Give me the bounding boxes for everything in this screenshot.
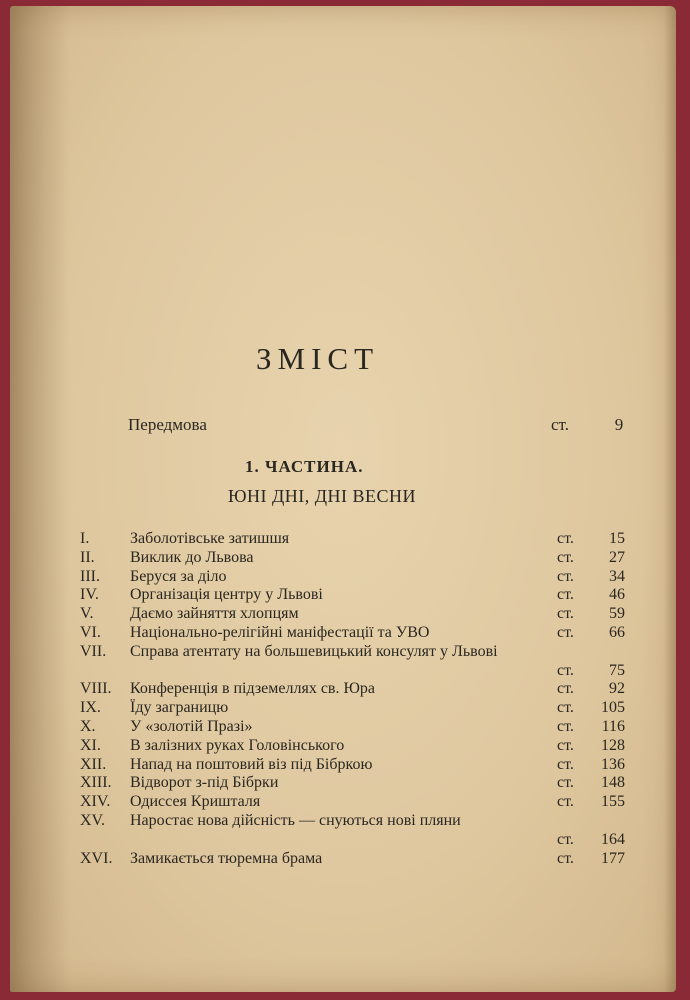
page-abbrev: ст. <box>557 605 574 623</box>
chapter-page-ref <box>557 530 625 549</box>
toc-entry <box>80 699 625 718</box>
toc-entry <box>80 718 625 737</box>
chapter-title: Заболотівське затишшя <box>130 530 290 547</box>
chapter-number: XV. <box>80 811 106 829</box>
chapter-number: X. <box>80 717 96 735</box>
chapter-number: VI. <box>80 623 101 641</box>
chapter-number: IX. <box>80 699 101 717</box>
page-abbrev: ст. <box>557 736 574 754</box>
page-abbrev: ст. <box>557 774 574 792</box>
page-title: ЗМІСТ <box>256 341 380 376</box>
toc-entry <box>80 586 625 605</box>
chapter-page-ref <box>557 568 625 587</box>
preface-page: 9 <box>614 415 624 434</box>
chapter-page-ref <box>557 756 625 775</box>
preface-label: Передмова <box>128 415 207 434</box>
chapter-page: 46 <box>609 586 625 604</box>
chapter-page: 59 <box>609 605 625 623</box>
chapter-number: IV. <box>80 586 99 604</box>
chapter-number: II. <box>80 548 95 566</box>
page-abbrev: ст. <box>557 586 574 604</box>
chapter-number: XVI. <box>80 849 113 867</box>
page-abbrev: ст. <box>557 717 574 735</box>
chapter-page: 92 <box>609 680 625 698</box>
chapter-title: Їду заграницю <box>130 699 229 717</box>
page-abbrev: ст. <box>557 530 574 547</box>
chapter-page: 128 <box>601 736 625 754</box>
chapter-page-ref <box>557 737 625 756</box>
chapter-page: 155 <box>601 793 625 811</box>
chapter-page: 136 <box>601 755 625 773</box>
part-subtitle: ЮНІ ДНІ, ДНІ ВЕСНИ <box>228 486 417 506</box>
chapter-title: Організація центру у Львові <box>130 586 323 604</box>
toc-entry <box>80 680 625 699</box>
chapter-page: 75 <box>609 661 625 679</box>
chapter-number: V. <box>80 605 94 623</box>
preface-page-ref <box>551 415 623 435</box>
chapter-page-ref <box>557 718 625 737</box>
chapter-page-ref <box>557 831 625 850</box>
page-abbrev: ст. <box>557 699 574 717</box>
chapter-title: Виклик до Львова <box>130 548 254 566</box>
page-abbrev: ст. <box>557 755 574 773</box>
chapter-number: VII. <box>80 642 107 660</box>
page-abbrev: ст. <box>557 548 574 566</box>
chapter-title: В залізних руках Головінського <box>130 736 345 754</box>
chapter-title: У «золотій Празі» <box>130 717 253 735</box>
toc-entry <box>80 793 625 812</box>
toc-entry <box>80 737 625 756</box>
chapter-number: XIII. <box>80 774 112 792</box>
page-abbrev: ст. <box>557 623 574 641</box>
chapter-page-ref <box>557 774 625 793</box>
chapter-page-ref <box>557 680 625 699</box>
chapter-page: 15 <box>609 530 625 547</box>
chapter-title: Одиссея Кришталя <box>130 793 261 811</box>
chapter-page: 66 <box>609 623 625 641</box>
toc-entry <box>80 850 625 869</box>
toc-entry <box>80 624 625 643</box>
chapter-page: 116 <box>601 717 625 735</box>
chapter-number: XII. <box>80 755 107 773</box>
toc-entry <box>80 530 625 549</box>
chapter-title: Беруся за діло <box>130 567 227 585</box>
page-abbrev: ст. <box>557 793 574 811</box>
chapter-number: VIII. <box>80 680 112 698</box>
chapter-title: Відворот з-під Бібрки <box>130 774 279 792</box>
chapter-number: XI. <box>80 736 101 754</box>
page-abbrev: ст. <box>557 830 574 848</box>
chapter-page-ref <box>557 793 625 812</box>
chapter-title: Справа атентату на большевицький консулят у Львові <box>130 642 498 660</box>
chapter-page: 105 <box>601 699 625 717</box>
chapter-title: Наростає нова дійсність — снуються нові пляни <box>130 811 461 829</box>
chapter-number: III. <box>80 567 100 585</box>
chapter-page-ref <box>557 549 625 568</box>
chapter-title: Напад на поштовий віз під Бібркою <box>130 755 373 773</box>
chapter-page-ref <box>557 605 625 624</box>
chapter-page-ref <box>557 662 625 681</box>
chapter-title: Національно-релігійні маніфестації та УВО <box>130 623 430 641</box>
page-abbrev: ст. <box>557 849 574 867</box>
table-of-contents <box>80 530 625 868</box>
toc-entry <box>80 605 625 624</box>
page-abbrev: ст. <box>557 567 574 585</box>
chapter-number: I. <box>80 530 90 547</box>
chapter-page: 27 <box>609 548 625 566</box>
chapter-title: Замикається тюремна брама <box>130 849 323 867</box>
chapter-page: 34 <box>609 567 625 585</box>
chapter-page-ref <box>557 850 625 869</box>
page-abbrev: ст. <box>557 661 574 679</box>
chapter-page-ref <box>557 699 625 718</box>
part-heading: 1. ЧАСТИНА. <box>245 457 364 476</box>
toc-entry <box>80 568 625 587</box>
chapter-page: 177 <box>601 849 625 867</box>
toc-entry <box>80 756 625 775</box>
preface-st: ст. <box>551 415 569 434</box>
chapter-title: Даємо зайняття хлопцям <box>130 605 299 623</box>
chapter-page-ref <box>557 624 625 643</box>
chapter-page: 164 <box>601 830 625 848</box>
chapter-number: XIV. <box>80 793 111 811</box>
chapter-page-ref <box>557 586 625 605</box>
toc-entry <box>80 643 625 681</box>
chapter-title: Конференція в підземеллях св. Юра <box>130 680 376 698</box>
toc-entry <box>80 549 625 568</box>
toc-entry <box>80 774 625 793</box>
toc-entry <box>80 812 625 850</box>
chapter-page: 148 <box>601 774 625 792</box>
page-abbrev: ст. <box>557 680 574 698</box>
